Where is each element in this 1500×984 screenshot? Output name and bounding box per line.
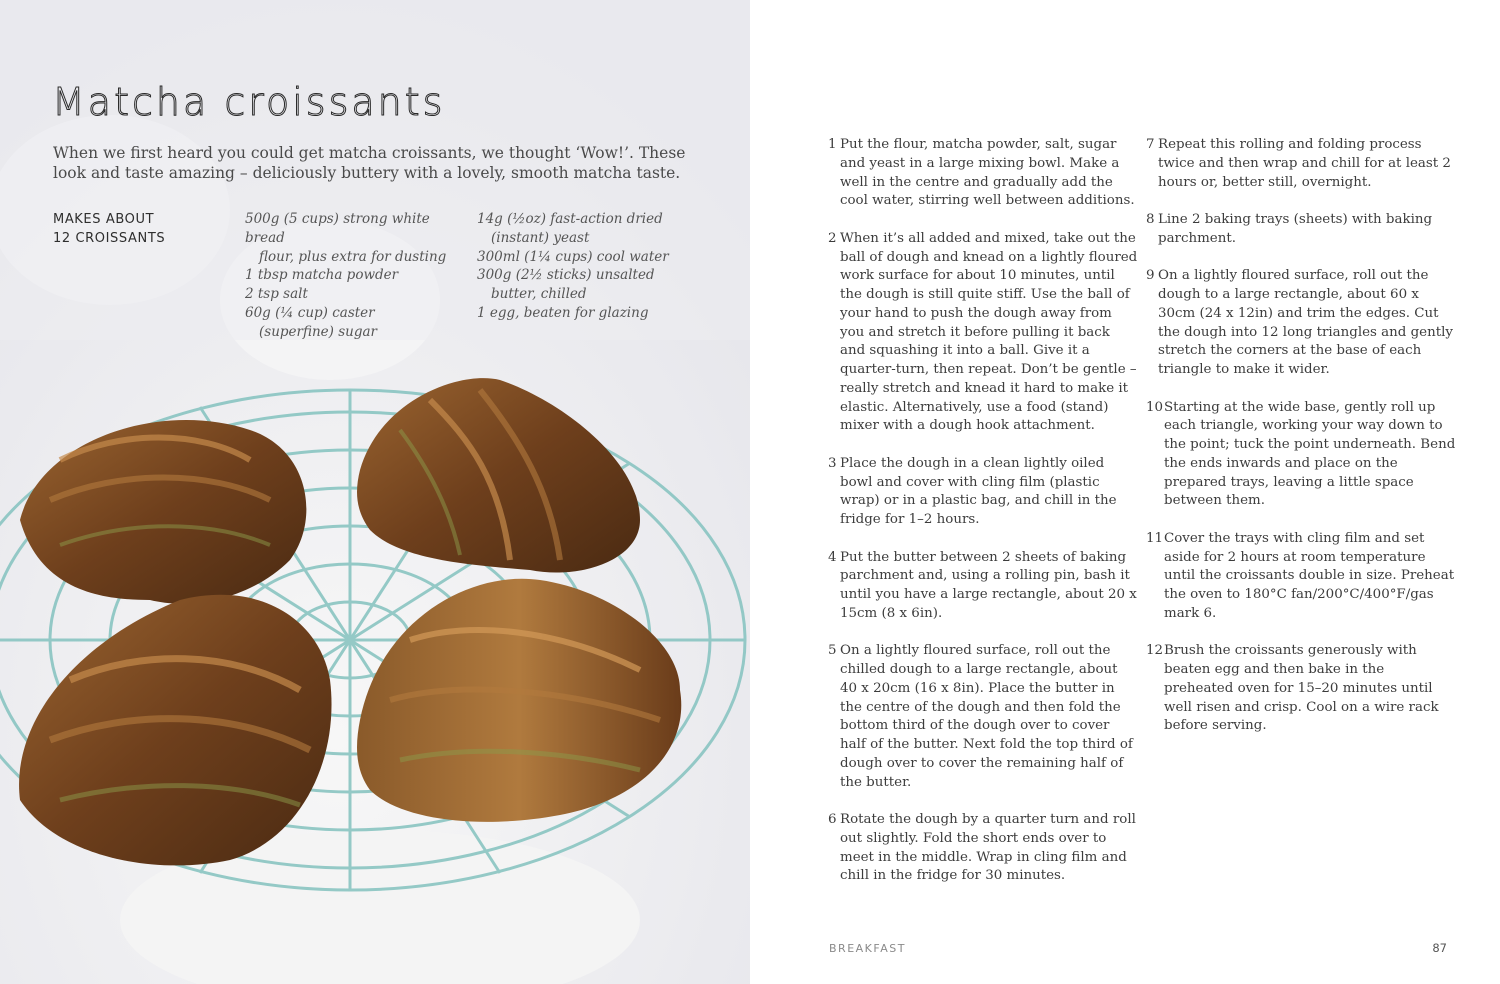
method-step: 4 Put the butter between 2 sheets of baking parchment and, using a rolling pin, bash it until you have a large rectangle, about 20 x 15cm (8 x 6in).	[828, 549, 1137, 621]
method-step: 3 Place the dough in a clean lightly oiled bowl and cover with cling film (plastic wrap) or in a plastic bag, and chill in the fridge for 1–2 hours.	[828, 455, 1117, 527]
ingredients-column-2	[477, 210, 677, 323]
yield-line-1: MAKES ABOUT	[53, 212, 155, 227]
method-column-2	[1146, 136, 1456, 755]
ingredient: 2 tsp salt	[245, 286, 308, 303]
recipe-intro: When we first heard you could get matcha croissants, we thought ‘Wow!’. These look and taste amazing – deliciously buttery with a lovely, smooth matcha taste.	[53, 144, 686, 182]
ingredients-column-1	[245, 210, 470, 342]
page-number: 87	[1432, 941, 1447, 955]
ingredient: 300g (2½ sticks) unsalted butter, chilled	[477, 267, 655, 303]
ingredient: 1 tbsp matcha powder	[245, 267, 399, 284]
recipe-yield	[53, 210, 223, 248]
method-column-1	[828, 136, 1138, 905]
ingredient: 1 egg, beaten for glazing	[477, 304, 649, 321]
footer-section-label: BREAKFAST	[829, 942, 906, 955]
method-step: 12 Brush the croissants generously with beaten egg and then bake in the preheated oven for 15–20 minutes until well risen and crisp. Cool on a wire rack before serving.	[1146, 643, 1439, 734]
yield-line-2: 12 CROISSANTS	[53, 231, 166, 246]
right-page	[750, 0, 1500, 984]
ingredient: 500g (5 cups) strong white bread flour, plus extra for dusting	[245, 211, 447, 265]
method-step: 5 On a lightly floured surface, roll out the chilled dough to a large rectangle, about 40 x 20cm (16 x 8in). Place the butter in the centre of the dough and then fold the bottom third of the dough over to cover half of the butter. Next fold the top third of dough over to cover the remaining half of the butter.	[828, 643, 1133, 790]
method-step: 11 Cover the trays with cling film and set aside for 2 hours at room temperature until the croissants double in size. Preheat the oven to 180°C fan/200°C/400°F/gas mark 6.	[1146, 530, 1455, 621]
method-step: 2 When it’s all added and mixed, take out the ball of dough and knead on a lightly floured work surface for about 10 minutes, until the dough is still quite stiff. Use the ball of your hand to push the dough away from you and stretch it before pulling it back and squashing it into a ball. Give it a quarter-turn, then repeat. Don’t be gentle – really stretch and knead it hard to make it elastic. Alternatively, use a food (stand) mixer with a dough hook attachment.	[828, 230, 1138, 434]
ingredient: 14g (½oz) fast-action dried (instant) yeast	[477, 211, 663, 246]
method-step: 1 Put the flour, matcha powder, salt, sugar and yeast in a large mixing bowl. Make a well in the centre and gradually add the cool water, stirring well between additions.	[828, 137, 1135, 209]
ingredient: 300ml (1¼ cups) cool water	[477, 248, 669, 265]
method-step: 7 Repeat this rolling and folding process twice and then wrap and chill for at least 2 hours or, better still, overnight.	[1146, 137, 1451, 190]
ingredient: 60g (¼ cup) caster (superfine) sugar	[245, 304, 377, 340]
recipe-title: Matcha croissants	[52, 80, 446, 124]
method-step: 6 Rotate the dough by a quarter turn and roll out slightly. Fold the short ends over to meet in the middle. Wrap in cling film and chill in the fridge for 30 minutes.	[828, 812, 1136, 884]
method-step: 8 Line 2 baking trays (sheets) with baking parchment.	[1146, 212, 1433, 246]
method-step: 10 Starting at the wide base, gently roll up each triangle, working your way down to the point; tuck the point underneath. Bend the ends inwards and place on the prepared trays, leaving a little space between them.	[1146, 399, 1456, 509]
method-step: 9 On a lightly floured surface, roll out the dough to a large rectangle, about 60 x 30cm (24 x 12in) and trim the edges. Cut the dough into 12 long triangles and gently stretch the corners at the base of each triangle to make it wider.	[1146, 268, 1453, 377]
